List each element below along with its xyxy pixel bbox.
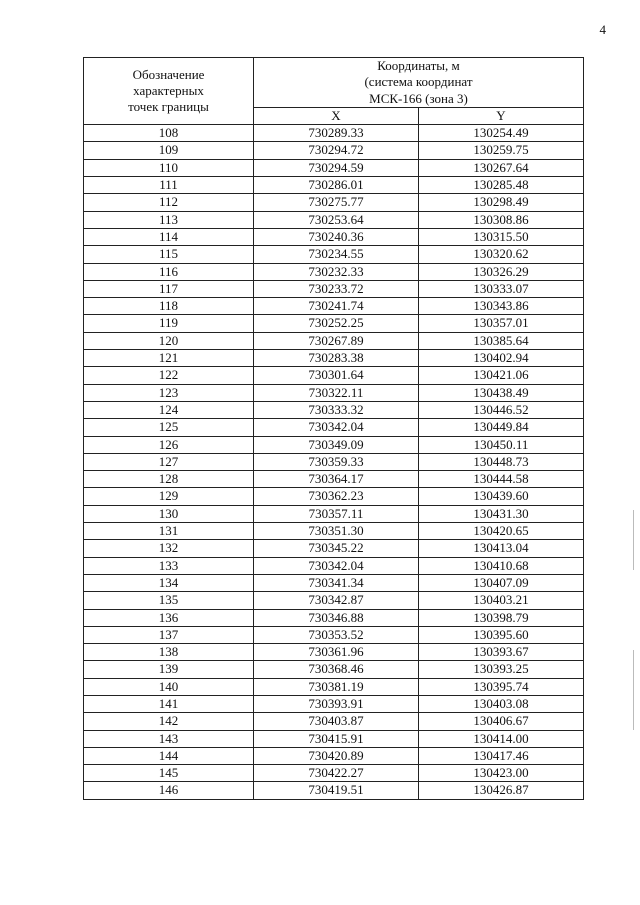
table-row: [84, 488, 584, 505]
x-cell: 730275.77: [254, 194, 419, 211]
x-cell: 730351.30: [254, 523, 419, 540]
x-cell: 730233.72: [254, 280, 419, 297]
point-cell: 139: [84, 661, 254, 678]
point-cell: 122: [84, 367, 254, 384]
x-cell: 730333.32: [254, 401, 419, 418]
table-row: [84, 211, 584, 228]
x-cell: 730342.04: [254, 557, 419, 574]
y-cell: 130326.29: [419, 263, 584, 280]
point-cell: 137: [84, 626, 254, 643]
table-row: [84, 332, 584, 349]
y-cell: 130438.49: [419, 384, 584, 401]
point-cell: 127: [84, 453, 254, 470]
point-cell: 136: [84, 609, 254, 626]
scan-artifact: [633, 650, 634, 730]
point-cell: 129: [84, 488, 254, 505]
x-cell: 730346.88: [254, 609, 419, 626]
y-cell: 130421.06: [419, 367, 584, 384]
y-cell: 130259.75: [419, 142, 584, 159]
point-cell: 117: [84, 280, 254, 297]
point-cell: 121: [84, 350, 254, 367]
table-row: [84, 782, 584, 799]
y-cell: 130410.68: [419, 557, 584, 574]
point-cell: 108: [84, 125, 254, 142]
table-row: [84, 730, 584, 747]
y-cell: 130393.25: [419, 661, 584, 678]
y-cell: 130449.84: [419, 419, 584, 436]
x-cell: 730341.34: [254, 574, 419, 591]
x-cell: 730415.91: [254, 730, 419, 747]
y-cell: 130431.30: [419, 505, 584, 522]
point-cell: 142: [84, 713, 254, 730]
y-cell: 130285.48: [419, 177, 584, 194]
table-row: [84, 471, 584, 488]
point-cell: 140: [84, 678, 254, 695]
header-y: Y: [419, 107, 584, 124]
y-cell: 130308.86: [419, 211, 584, 228]
x-cell: 730420.89: [254, 747, 419, 764]
table-row: [84, 194, 584, 211]
table-row: [84, 228, 584, 245]
y-cell: 130406.67: [419, 713, 584, 730]
coordinates-table: [83, 57, 584, 800]
y-cell: 130343.86: [419, 298, 584, 315]
table-row: [84, 350, 584, 367]
x-cell: 730294.72: [254, 142, 419, 159]
y-cell: 130398.79: [419, 609, 584, 626]
header-coords-line: МСК-166 (зона 3): [369, 90, 468, 106]
y-cell: 130402.94: [419, 350, 584, 367]
x-cell: 730342.04: [254, 419, 419, 436]
y-cell: 130403.21: [419, 592, 584, 609]
scan-artifact: [633, 510, 634, 570]
y-cell: 130413.04: [419, 540, 584, 557]
point-cell: 115: [84, 246, 254, 263]
header-point-designation: [84, 58, 254, 125]
point-cell: 113: [84, 211, 254, 228]
table-row: [84, 263, 584, 280]
table-row: [84, 713, 584, 730]
y-cell: 130414.00: [419, 730, 584, 747]
x-cell: 730286.01: [254, 177, 419, 194]
y-cell: 130320.62: [419, 246, 584, 263]
point-cell: 109: [84, 142, 254, 159]
x-cell: 730364.17: [254, 471, 419, 488]
point-cell: 132: [84, 540, 254, 557]
x-cell: 730294.59: [254, 159, 419, 176]
header-coords-line: (система координат: [364, 74, 473, 90]
table-row: [84, 246, 584, 263]
table-row: [84, 661, 584, 678]
table-row: [84, 644, 584, 661]
x-cell: 730301.64: [254, 367, 419, 384]
x-cell: 730419.51: [254, 782, 419, 799]
point-cell: 116: [84, 263, 254, 280]
point-cell: 130: [84, 505, 254, 522]
y-cell: 130444.58: [419, 471, 584, 488]
point-cell: 124: [84, 401, 254, 418]
y-cell: 130254.49: [419, 125, 584, 142]
x-cell: 730289.33: [254, 125, 419, 142]
x-cell: 730359.33: [254, 453, 419, 470]
x-cell: 730361.96: [254, 644, 419, 661]
point-cell: 135: [84, 592, 254, 609]
table-row: [84, 142, 584, 159]
table-row: [84, 626, 584, 643]
x-cell: 730353.52: [254, 626, 419, 643]
point-cell: 145: [84, 765, 254, 782]
x-cell: 730234.55: [254, 246, 419, 263]
point-cell: 133: [84, 557, 254, 574]
point-cell: 118: [84, 298, 254, 315]
table-row: [84, 315, 584, 332]
table-row: [84, 505, 584, 522]
header-point-line: характерных: [133, 82, 204, 98]
page-number: 4: [599, 22, 606, 37]
header-coordinates: [254, 58, 584, 108]
point-cell: 119: [84, 315, 254, 332]
y-cell: 130393.67: [419, 644, 584, 661]
y-cell: 130385.64: [419, 332, 584, 349]
table-row: [84, 678, 584, 695]
x-cell: 730381.19: [254, 678, 419, 695]
y-cell: 130298.49: [419, 194, 584, 211]
x-cell: 730422.27: [254, 765, 419, 782]
table-row: [84, 574, 584, 591]
point-cell: 123: [84, 384, 254, 401]
point-cell: 134: [84, 574, 254, 591]
table-row: [84, 367, 584, 384]
point-cell: 146: [84, 782, 254, 799]
y-cell: 130448.73: [419, 453, 584, 470]
y-cell: 130426.87: [419, 782, 584, 799]
point-cell: 111: [84, 177, 254, 194]
table-row: [84, 280, 584, 297]
table-row: [84, 436, 584, 453]
x-cell: 730342.87: [254, 592, 419, 609]
x-cell: 730349.09: [254, 436, 419, 453]
table-row: [84, 177, 584, 194]
table-row: [84, 159, 584, 176]
y-cell: 130423.00: [419, 765, 584, 782]
point-cell: 141: [84, 695, 254, 712]
table-row: [84, 765, 584, 782]
header-point-line: точек границы: [128, 99, 209, 115]
x-cell: 730240.36: [254, 228, 419, 245]
y-cell: 130420.65: [419, 523, 584, 540]
point-cell: 114: [84, 228, 254, 245]
point-cell: 120: [84, 332, 254, 349]
y-cell: 130357.01: [419, 315, 584, 332]
x-cell: 730283.38: [254, 350, 419, 367]
table-row: [84, 747, 584, 764]
table-row: [84, 557, 584, 574]
x-cell: 730232.33: [254, 263, 419, 280]
table-row: [84, 298, 584, 315]
y-cell: 130450.11: [419, 436, 584, 453]
x-cell: 730253.64: [254, 211, 419, 228]
y-cell: 130439.60: [419, 488, 584, 505]
table-row: [84, 540, 584, 557]
x-cell: 730252.25: [254, 315, 419, 332]
y-cell: 130417.46: [419, 747, 584, 764]
y-cell: 130446.52: [419, 401, 584, 418]
header-x: X: [254, 107, 419, 124]
y-cell: 130333.07: [419, 280, 584, 297]
x-cell: 730403.87: [254, 713, 419, 730]
table-row: [84, 609, 584, 626]
x-cell: 730362.23: [254, 488, 419, 505]
table-row: [84, 401, 584, 418]
table-row: [84, 384, 584, 401]
point-cell: 126: [84, 436, 254, 453]
y-cell: 130403.08: [419, 695, 584, 712]
x-cell: 730345.22: [254, 540, 419, 557]
y-cell: 130395.74: [419, 678, 584, 695]
y-cell: 130395.60: [419, 626, 584, 643]
y-cell: 130267.64: [419, 159, 584, 176]
point-cell: 131: [84, 523, 254, 540]
header-coords-line: Координаты, м: [377, 58, 460, 73]
header-point-line: Обозначение: [132, 66, 205, 82]
x-cell: 730368.46: [254, 661, 419, 678]
point-cell: 112: [84, 194, 254, 211]
table-row: [84, 523, 584, 540]
table-row: [84, 592, 584, 609]
table-row: [84, 419, 584, 436]
x-cell: 730267.89: [254, 332, 419, 349]
point-cell: 128: [84, 471, 254, 488]
y-cell: 130315.50: [419, 228, 584, 245]
x-cell: 730393.91: [254, 695, 419, 712]
x-cell: 730322.11: [254, 384, 419, 401]
point-cell: 138: [84, 644, 254, 661]
x-cell: 730241.74: [254, 298, 419, 315]
point-cell: 143: [84, 730, 254, 747]
y-cell: 130407.09: [419, 574, 584, 591]
point-cell: 144: [84, 747, 254, 764]
x-cell: 730357.11: [254, 505, 419, 522]
table-row: [84, 695, 584, 712]
point-cell: 125: [84, 419, 254, 436]
table-row: [84, 125, 584, 142]
table-body: [84, 125, 584, 800]
table-row: [84, 453, 584, 470]
point-cell: 110: [84, 159, 254, 176]
